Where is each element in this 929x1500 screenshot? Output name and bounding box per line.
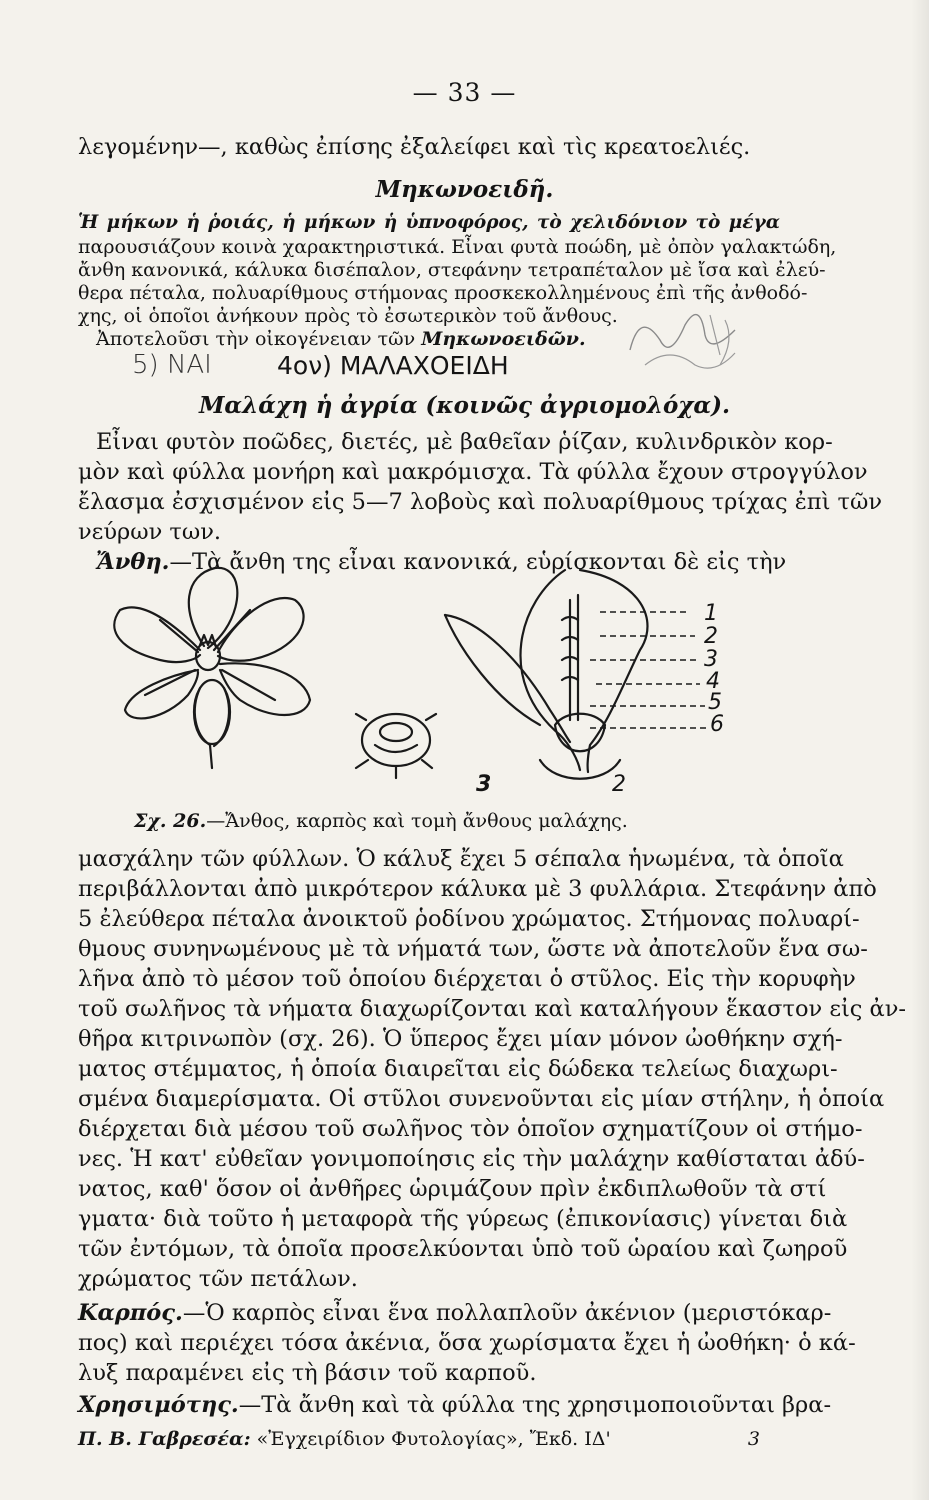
family-name: Μηκωνοειδῶν.	[421, 328, 586, 350]
text-line: 5 ἐλεύθερα πέταλα ἀνοικτοῦ ῥοδίνου χρώματος. Στήμονας πολυαρί-	[78, 906, 860, 932]
figure-label: 4	[706, 669, 720, 694]
text-line: πος) καὶ περιέχει τόσα ἀκένια, ὅσα χωρίσματα ἔχει ἡ ὠοθήκη· ὁ κά-	[78, 1330, 856, 1356]
text-line: σμένα διαμερίσματα. Οἱ στῦλοι συνενοῦνται εἰς μίαν στήλην, ἡ ὁποία	[78, 1086, 885, 1112]
figure-label: 6	[710, 712, 724, 737]
text-line: ἔλασμα ἐσχισμένον εἰς 5—7 λοβοὺς καὶ πολυαρίθμους τρίχας ἐπὶ τῶν	[78, 489, 883, 515]
text-line: Ἡ μήκων ἡ ῥοιάς, ἡ μήκων ἡ ὑπνοφόρος, τὸ χελιδόνιον τὸ μέγα	[78, 212, 780, 233]
page-number: — 33 —	[412, 78, 517, 107]
fruit-line	[78, 1300, 832, 1326]
figure-caption	[134, 810, 628, 832]
page-edge-shadow	[911, 0, 929, 1500]
text-line: διέρχεται διὰ μέσου τοῦ σωλῆνος τὸν ὁποῖον σχηματίζουν οἱ στήμο-	[78, 1116, 863, 1142]
text-line: Εἶναι φυτὸν ποῶδες, διετές, μὲ βαθεῖαν ῥίζαν, κυλινδρικὸν κορ-	[96, 429, 833, 455]
text-line: θῆρα κιτρινωπὸν (σχ. 26). Ὁ ὕπερος ἔχει μίαν μόνον ὠοθήκην σχή-	[78, 1026, 843, 1052]
text-line: ματος στέμματος, ἡ ὁποία διαιρεῖται εἰς δώδεκα τελείως διαχωρι-	[78, 1056, 838, 1082]
flower-drawing	[114, 568, 310, 768]
footer-book: «Ἐγχειρίδιον Φυτολογίας», Ἔκδ. ΙΔ'	[256, 1428, 611, 1450]
text-line: χρώματος τῶν πετάλων.	[78, 1266, 358, 1292]
pencil-scribble	[590, 290, 760, 390]
text-line: χης, οἱ ὁποῖοι ἀνήκουν πρὸς τὸ ἐσωτερικὸν τοῦ ἄνθους.	[78, 305, 618, 327]
footer-author: Π. Β. Γαβρεσέα:	[78, 1428, 251, 1450]
fruit-drawing	[356, 714, 436, 778]
handwritten-note: 5) ΝΑΙ	[132, 350, 212, 380]
section-title-malachoeide: 4ον) ΜΑΛΑΧΟΕΙΔΗ	[277, 351, 509, 380]
figure-label-fruit: 3	[476, 772, 492, 797]
text-line: τοῦ σωλῆνος τὰ νήματα διαχωρίζονται καὶ καταλήγουν ἕκαστον εἰς ἀν-	[78, 996, 907, 1022]
figure-label: 1	[704, 601, 718, 626]
text-line: περιβάλλονται ἀπὸ μικρότερον κάλυκα μὲ 3 φυλλάρια. Στεφάνην ἀπὸ	[78, 876, 877, 902]
text-line: μασχάλην τῶν φύλλων. Ὁ κάλυξ ἔχει 5 σέπαλα ἡνωμένα, τὰ ὁποῖα	[78, 846, 844, 872]
figure-label: 3	[704, 647, 718, 672]
figure-label: 5	[708, 690, 722, 715]
figure-caption-ref: Σχ. 26.	[134, 810, 207, 832]
text-line: τῶν ἐντόμων, τὰ ὁποῖα προσελκύονται ὑπὸ τοῦ ὡραίου καὶ ζωηροῦ	[78, 1236, 848, 1262]
flowers-text: —Τὰ ἄνθη της εἶναι κανονικά, εὑρίσκονται δὲ εἰς τὴν	[169, 549, 787, 575]
text-line: γματα· διὰ τοῦτο ἡ μεταφορὰ τῆς γύρεως (ἐπικονίασις) γίνεται διὰ	[78, 1206, 848, 1232]
use-label: Χρησιμότης.	[78, 1392, 239, 1418]
malva-figure	[100, 560, 740, 800]
fruit-label: Καρπός.	[78, 1300, 183, 1326]
figure-label-section: 2	[612, 772, 626, 797]
text-line: θμους συνηνωμένους μὲ τὰ νήματά των, ὥστε νὰ ἀποτελοῦν ἕνα σω-	[78, 936, 868, 962]
text-line: παρουσιάζουν κοινὰ χαρακτηριστικά. Εἶναι φυτὰ ποώδη, μὲ ὀπὸν γαλακτώδη,	[78, 236, 837, 258]
use-text: —Τὰ ἄνθη καὶ τὰ φύλλα της χρησιμοποιοῦνται βρα-	[238, 1392, 832, 1418]
family-prefix: Ἀποτελοῦσι τὴν οἰκογένειαν τῶν	[96, 328, 416, 350]
text-line: μὸν καὶ φύλλα μονήρη καὶ μακρόμισχα. Τὰ φύλλα ἔχουν στρογγύλον	[78, 459, 868, 485]
figure-label: 2	[704, 624, 718, 649]
text-line: λῆνα ἀπὸ τὸ μέσον τοῦ ὁποίου διέρχεται ὁ στῦλος. Εἰς τὴν κορυφὴν	[78, 966, 856, 992]
use-line	[78, 1392, 832, 1418]
text-line: λυξ παραμένει εἰς τὴ βάσιν τοῦ καρποῦ.	[78, 1360, 537, 1386]
text-line: νες. Ἡ κατ' εὐθεῖαν γονιμοποίησις εἰς τὴν μαλάχην καθίσταται ἀδύ-	[78, 1146, 865, 1172]
fruit-text: —Ὁ καρπὸς εἶναι ἕνα πολλαπλοῦν ἀκένιον (μεριστόκαρ-	[182, 1300, 832, 1326]
continuation-line: λεγομένην—, καθὼς ἐπίσης ἐξαλείφει καὶ τὶς κρεατοελιές.	[78, 134, 751, 160]
text-line: νεύρων των.	[78, 519, 222, 545]
page-footer	[78, 1428, 780, 1450]
footer-signature: 3	[747, 1428, 760, 1450]
section-drawing	[445, 570, 710, 779]
text-line: νατος, καθ' ὅσον οἱ ἀνθῆρες ὡριμάζουν πρὶν ἐκδιπλωθοῦν τὰ στί	[78, 1176, 827, 1202]
section-heading-mekonoeide: Μηκωνοειδῆ.	[375, 176, 554, 203]
species-heading: Μαλάχη ἡ ἀγρία (κοινῶς ἀγριομολόχα).	[198, 392, 731, 419]
text-line: θερα πέταλα, πολυαρίθμους στήμονας προσκεκολλημένους ἐπὶ τῆς ἀνθοδό-	[78, 282, 808, 304]
family-line	[96, 328, 586, 350]
figure-caption-text: —Ἄνθος, καρπὸς καὶ τομὴ ἄνθους μαλάχης.	[206, 810, 628, 832]
flowers-label: Ἄνθη.	[96, 549, 170, 575]
text-line: ἄνθη κανονικά, κάλυκα δισέπαλον, στεφάνην τετραπέταλον μὲ ἴσα καὶ ἐλεύ-	[78, 259, 826, 281]
